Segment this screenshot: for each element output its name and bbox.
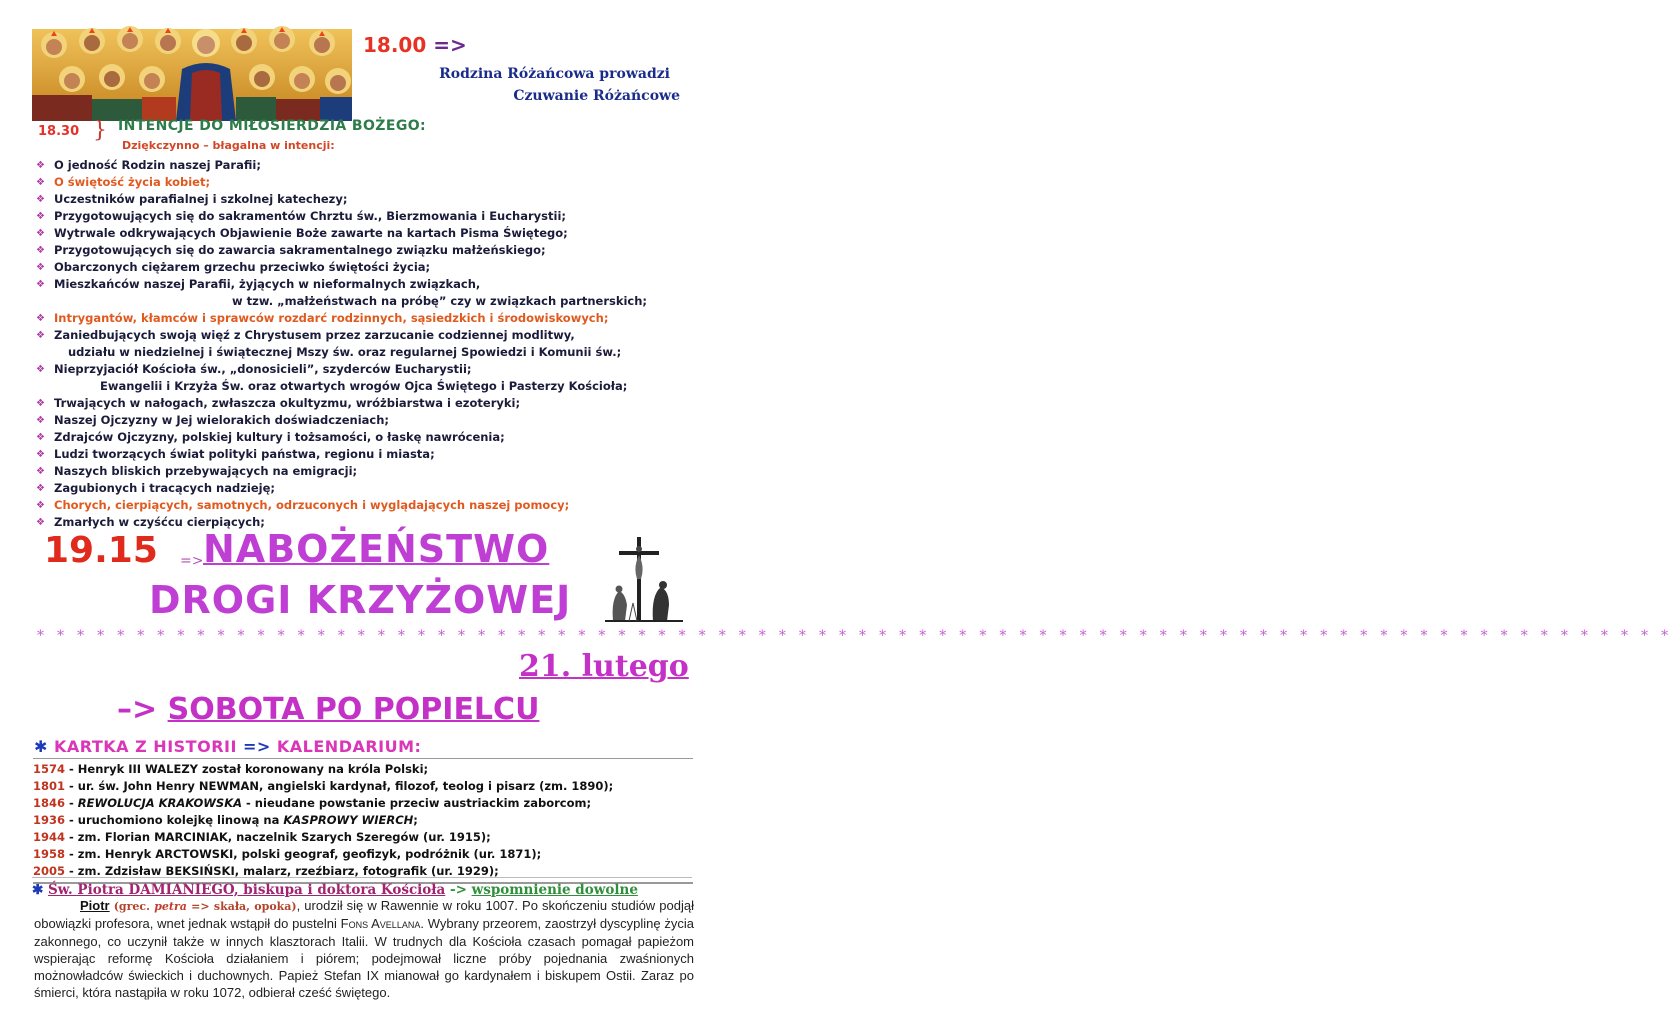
kalendarium-arrow: => — [243, 737, 271, 756]
diamond-bullet-icon: ❖ — [36, 330, 45, 341]
day-name-arrow: –> — [117, 692, 158, 727]
diamond-bullet-icon: ❖ — [36, 313, 45, 324]
diamond-bullet-icon: ❖ — [36, 194, 45, 205]
intencje-title: INTENCJE DO MIŁOSIERDZIA BOŻEGO: — [118, 118, 427, 134]
diamond-bullet-icon: ❖ — [36, 211, 45, 222]
list-item: ❖ Zdrajców Ojczyzny, polskiej kultury i tożsamości, o łaskę nawrócenia; — [36, 430, 505, 444]
time-18-00-label: 18.00 — [363, 33, 427, 57]
time-18-00 — [363, 33, 467, 57]
diamond-bullet-icon: ❖ — [36, 466, 45, 477]
intencje-subtitle: Dziękczynno – błagalna w intencji: — [122, 139, 335, 152]
kalendarium-title — [34, 737, 421, 756]
diamond-bullet-icon: ❖ — [36, 245, 45, 256]
diamond-bullet-icon: ❖ — [36, 500, 45, 511]
list-item: ❖ Ludzi tworzących świat polityki państwa, regionu i miasta; — [36, 447, 435, 461]
saint-memorial: wspomnienie dowolne — [471, 882, 638, 898]
czuwanie-text: Czuwanie Różańcowe — [513, 88, 680, 104]
list-item: ❖ Mieszkańców naszej Parafii, żyjących w nieformalnych związkach, w tzw. „małżeństwach na próbę” czy w związkach partnerskich; — [36, 277, 648, 308]
nabozenstwo-heading: NABOŻEŃSTWO — [203, 527, 550, 571]
saint-biography: Piotr (grec. petra => skała, opoka), urodził się w Rawennie w roku 1007. Po skończeniu studiów podjął obowiązki profesora, wnet jednak wstąpił do pustelni Fons Avellana. Wybrany przeorem, zaostrzył dyscyplinę życia zakonnego, co uczynił także w innych klasztorach Italii. W trudnych dla Kościoła czasach pomagał papieżom wspierając reformę Kościoła działaniem i piórem; podejmował liczne próby pojednania zwaśnionych możnowładców świeckich i duchownych. Papież Stefan IX mianował go kardynałem i biskupem Ostii. Zaraz po śmierci, która nastąpiła w roku 1072, odbierał cześć świętego. — [34, 898, 694, 1001]
list-item: ❖ Zmarłych w czyśćcu cierpiących; — [36, 515, 265, 529]
diamond-bullet-icon: ❖ — [36, 279, 45, 290]
time-18-30: 18.30 — [38, 124, 80, 139]
date-heading: 21. lutego — [519, 649, 689, 684]
diamond-bullet-icon: ❖ — [36, 398, 45, 409]
calendar-row: 1801 - ur. św. John Henry NEWMAN, angielski kardynał, filozof, teolog i pisarz (zm. 1890); — [33, 779, 614, 793]
calendar-row: 1846 - REWOLUCJA KRAKOWSKA - nieudane powstanie przeciw austriackim zaborcom; — [33, 796, 592, 810]
diamond-bullet-icon: ❖ — [36, 228, 45, 239]
list-item: ❖ O świętość życia kobiet; — [36, 175, 211, 189]
time-19-15: 19.15 — [44, 530, 158, 571]
list-item: ❖ Nieprzyjaciół Kościoła św., „donosicieli”, szyderców Eucharystii; Ewangelii i Krzyża Św. oraz otwartych wrogów Ojca Świętego i Pasterzy Kościoła; — [36, 362, 628, 393]
list-item: ❖ Uczestników parafialnej i szkolnej katechezy; — [36, 192, 348, 206]
kalendarium-title-a: KARTKA Z HISTORII — [53, 737, 237, 756]
arrow-19-15: => — [180, 553, 204, 569]
list-item: ❖ Intrygantów, kłamców i sprawców rozdarć rodzinnych, sąsiedzkich i środowiskowych; — [36, 311, 609, 325]
calendar-row: 2005 - zm. Zdzisław BEKSIŃSKI, malarz, rzeźbiarz, fotografik (ur. 1929); — [33, 864, 499, 878]
diamond-bullet-icon: ❖ — [36, 517, 45, 528]
kalendarium-title-b: KALENDARIUM: — [276, 737, 422, 756]
arrow-18-00: => — [433, 33, 467, 57]
list-item: ❖ Przygotowujących się do zawarcia sakramentalnego związku małżeńskiego; — [36, 243, 546, 257]
diamond-bullet-icon: ❖ — [36, 160, 45, 171]
star-divider: * * * * * * * * * * * * * * * * * * * * * * * * * * * * * * * * * * * * * * * * * * * * * * * * * * * * * * * * * * * * * * * * * * * * * * * * * * * * * * * * * * — [37, 628, 1672, 644]
diamond-bullet-icon: ❖ — [36, 449, 45, 460]
saint-heading — [32, 877, 692, 898]
drogi-krzyzowej-heading: DROGI KRZYŻOWEJ — [149, 578, 572, 622]
calendar-row: 1944 - zm. Florian MARCINIAK, naczelnik Szarych Szeregów (ur. 1915); — [33, 830, 491, 844]
calendar-row: 1958 - zm. Henryk ARCTOWSKI, polski geograf, geofizyk, podróżnik (ur. 1871); — [33, 847, 542, 861]
diamond-bullet-icon: ❖ — [36, 364, 45, 375]
diamond-bullet-icon: ❖ — [36, 432, 45, 443]
calendar-row: 1936 - uruchomiono kolejkę linową na KASPROWY WIERCH; — [33, 813, 418, 827]
diamond-bullet-icon: ❖ — [36, 415, 45, 426]
asterisk-bullet-icon: ✱ — [34, 737, 48, 756]
list-item: ❖ Trwających w nałogach, zwłaszcza okultyzmu, wróżbiarstwa i ezoteryki; — [36, 396, 521, 410]
list-item: ❖ Naszych bliskich przebywających na emigracji; — [36, 464, 358, 478]
diamond-bullet-icon: ❖ — [36, 177, 45, 188]
day-name-text: SOBOTA PO POPIELCU — [167, 692, 540, 727]
saint-name: Piotr — [80, 898, 110, 913]
list-item: ❖ Przygotowujących się do sakramentów Chrztu św., Bierzmowania i Eucharystii; — [36, 209, 566, 223]
rodzina-text: Rodzina Różańcowa prowadzi — [439, 66, 670, 82]
saint-title: Św. Piotra DAMIANIEGO, biskupa i doktora Kościoła — [48, 882, 446, 898]
intentions-list — [36, 157, 716, 531]
list-item: ❖ Obarczonych ciężarem grzechu przeciwko świętości życia; — [36, 260, 431, 274]
saint-arrow: -> — [449, 882, 467, 898]
list-item: ❖ Zaniedbujących swoją więź z Chrystusem przez zarzucanie codziennej modlitwy, udziału w niedzielnej i świątecznej Mszy św. oraz regularnej Spowiedzi i Komunii św.; — [36, 328, 622, 359]
list-item: ❖ Wytrwale odkrywających Objawienie Boże zawarte na kartach Pisma Świętego; — [36, 226, 568, 240]
brace-icon: } — [93, 118, 107, 143]
diamond-bullet-icon: ❖ — [36, 262, 45, 273]
greek-etymology: (grec. petra => skała, opoka) — [113, 900, 297, 913]
diamond-bullet-icon: ❖ — [36, 483, 45, 494]
crucifixion-icon — [603, 533, 685, 623]
list-item: ❖ Chorych, cierpiących, samotnych, odrzuconych i wyglądających naszej pomocy; — [36, 498, 570, 512]
list-item: ❖ Zagubionych i tracących nadzieję; — [36, 481, 276, 495]
asterisk-bullet-icon: ✱ — [32, 882, 44, 898]
pentecost-icon-image — [32, 29, 352, 121]
day-name-heading — [117, 692, 539, 727]
calendar-row: 1574 - Henryk III WALEZY został koronowany na króla Polski; — [33, 762, 429, 776]
list-item: ❖ Naszej Ojczyzny w Jej wielorakich doświadczeniach; — [36, 413, 389, 427]
kalendarium-table — [33, 758, 693, 884]
list-item: ❖ O jedność Rodzin naszej Parafii; — [36, 158, 261, 172]
